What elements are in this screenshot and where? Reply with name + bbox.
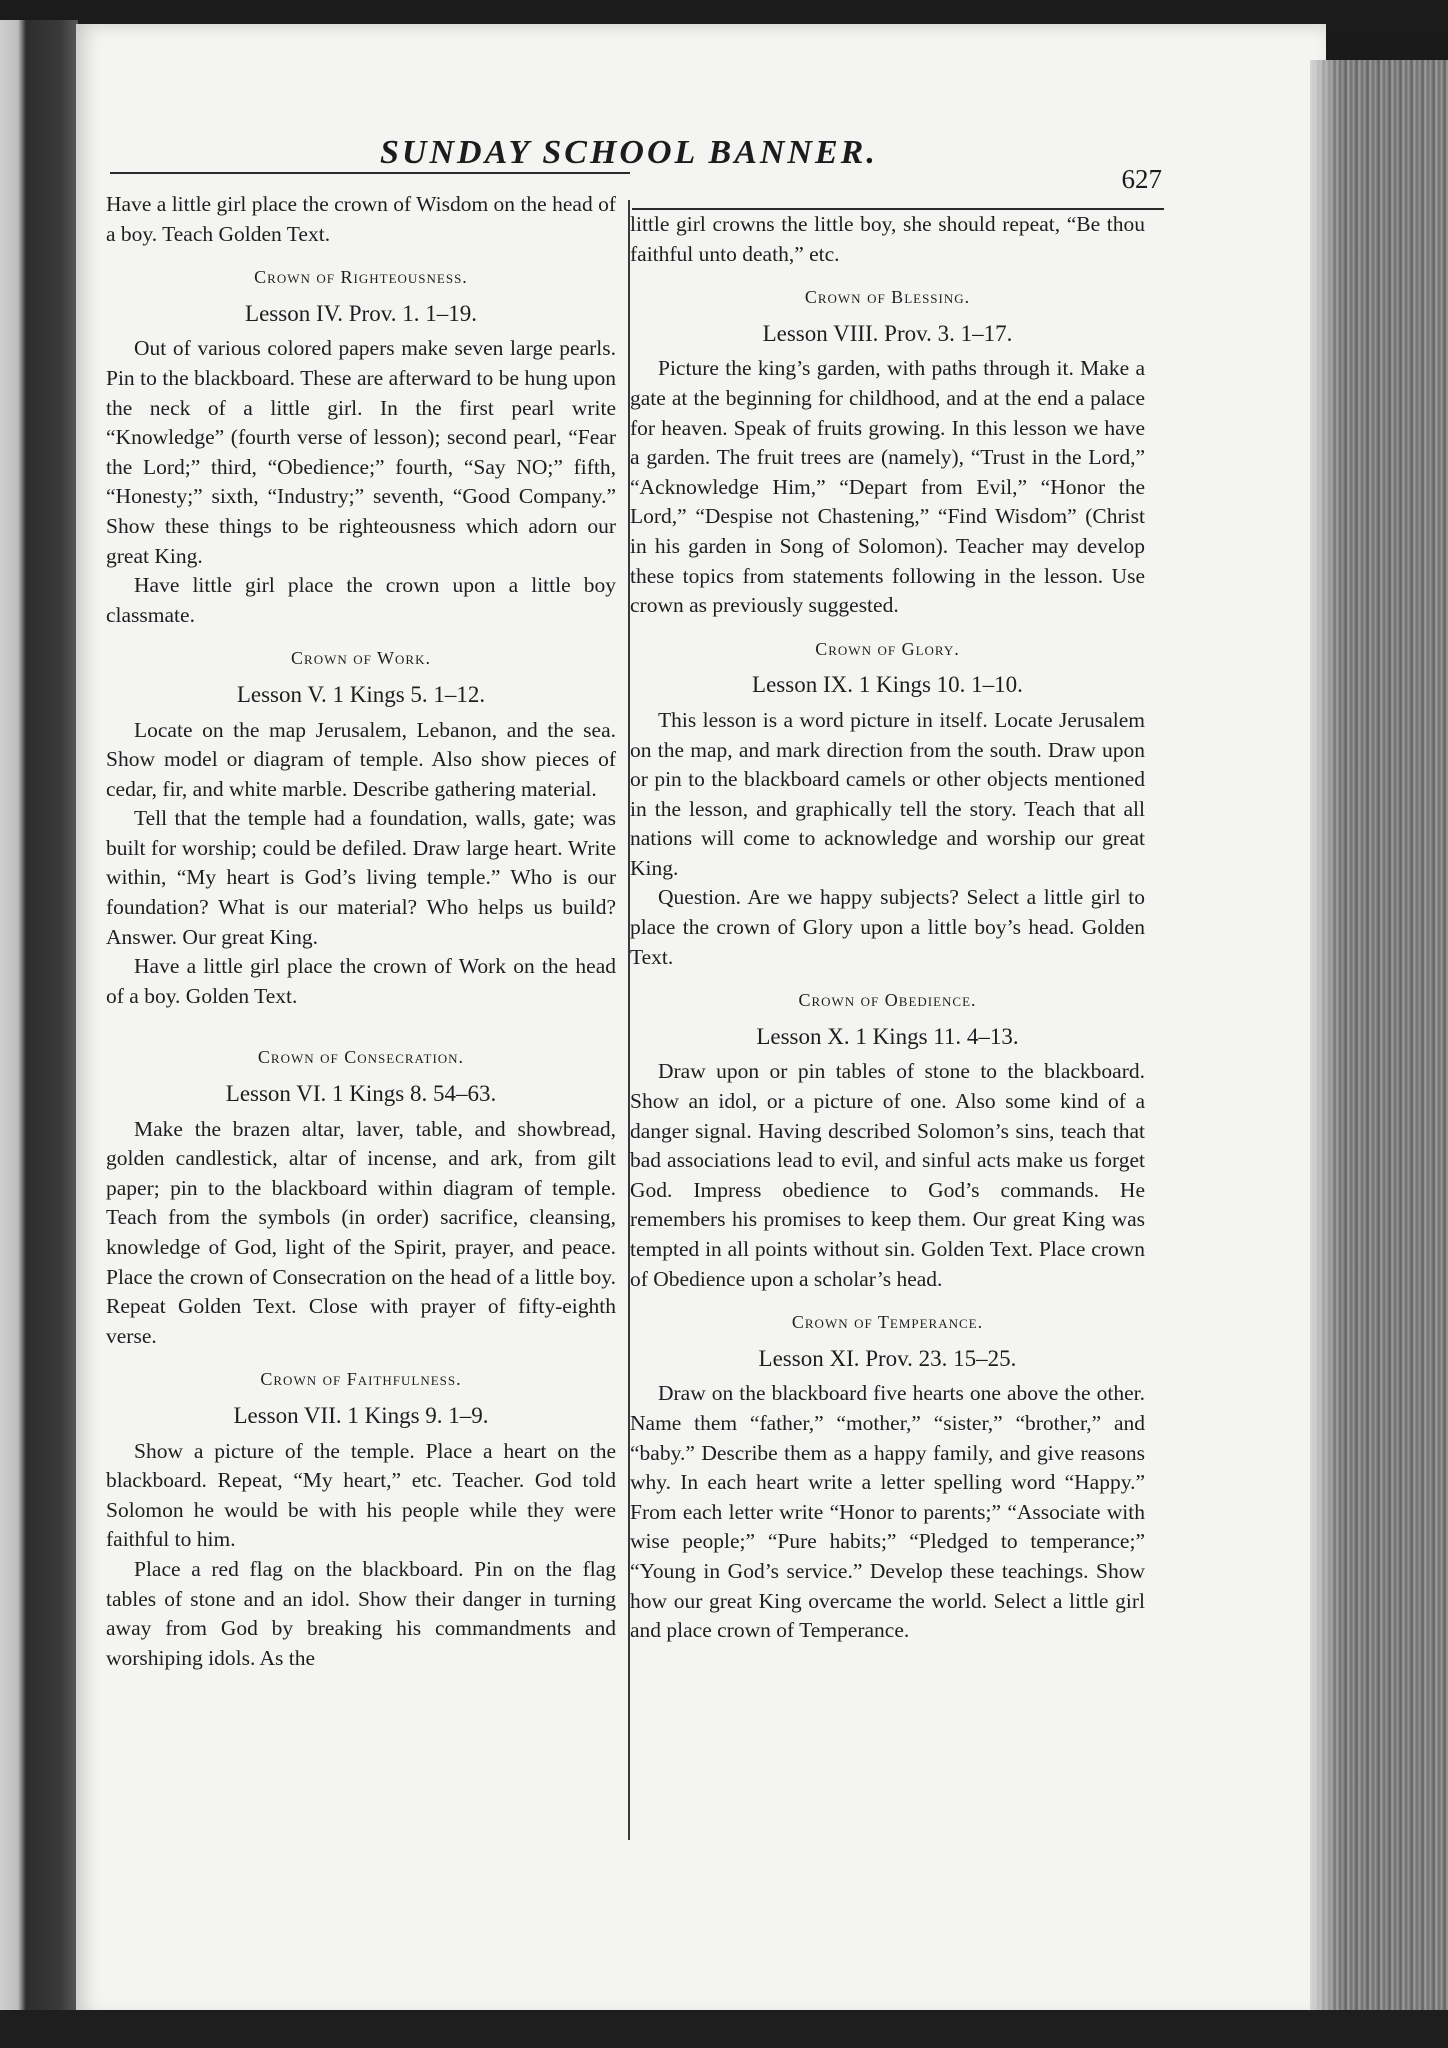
paragraph: Tell that the temple had a foundation, walls, gate; was built for worship; could be defiled. Draw large heart. Write within, “My heart is God’s living temple.” Who is our foundation? What is our material? Who helps us build? Answer. Our great King. — [106, 806, 616, 949]
lesson-reference: Lesson VIII. Prov. 3. 1–17. — [762, 320, 1013, 346]
section-heading: Crown of Obedience. — [798, 990, 977, 1011]
paragraph: Have a little girl place the crown of Wisdom on the head of a boy. Teach Golden Text. — [106, 192, 616, 246]
paragraph: Place a red flag on the blackboard. Pin on the flag tables of stone and an idol. Show their danger in turning away from God by breaking his commandments and worshiping idols. As the — [106, 1556, 616, 1670]
section-heading: Crown of Blessing. — [804, 287, 971, 308]
lesson-reference: Lesson X. 1 Kings 11. 4–13. — [756, 1023, 1019, 1049]
lesson-reference: Lesson IX. 1 Kings 10. 1–10. — [752, 672, 1023, 698]
left-column — [106, 190, 616, 1673]
section-heading: Crown of Temperance. — [791, 1312, 984, 1333]
paragraph: little girl crowns the little boy, she should repeat, “Be thou faithful unto death,” etc. — [630, 212, 1145, 266]
journal-title: SUNDAY SCHOOL BANNER. — [380, 134, 878, 171]
lesson-reference: Lesson IV. Prov. 1. 1–19. — [245, 300, 477, 326]
section-heading: Crown of Glory. — [815, 638, 960, 659]
section-heading: Crown of Faithfulness. — [260, 1369, 462, 1390]
paragraph: Out of various colored papers make seven large pearls. Pin to the blackboard. These are afterward to be hung upon the neck of a little girl. In the first pearl write “Knowledge” (fourth verse of lesson); second pearl, “Fear the Lord;” third, “Obedience;” fourth, “Say NO;” fifth, “Honesty;” sixth, “Industry;” seventh, “Good Company.” Show these things to be righteousness which adorn our great King. — [106, 336, 616, 568]
paragraph: Have little girl place the crown upon a little boy classmate. — [106, 573, 616, 627]
facing-page-edge — [0, 20, 78, 2048]
right-column — [630, 210, 1145, 1646]
page-stack-edges — [1310, 60, 1448, 2048]
lesson-reference: Lesson XI. Prov. 23. 15–25. — [758, 1345, 1017, 1371]
paragraph: Have a little girl place the crown of Work on the head of a boy. Golden Text. — [106, 954, 616, 1008]
section-heading: Crown of Work. — [291, 648, 431, 669]
paragraph: Picture the king’s garden, with paths through it. Make a gate at the beginning for childhood, and at the end a palace for heaven. Speak of fruits growing. In this lesson we have a garden. The fruit trees are (namely), “Trust in the Lord,” “Acknowledge Him,” “Depart from Evil,” “Honor the Lord,” “Despise not Chastening,” “Find Wisdom” (Christ in his garden in Song of Solomon). Teacher may develop these topics from statements following in the lesson. Use crown as previously suggested. — [630, 356, 1145, 618]
paragraph: Locate on the map Jerusalem, Lebanon, and the sea. Show model or diagram of temple. Also show pieces of cedar, fir, and white marble. Describe gathering material. — [106, 717, 616, 801]
lesson-reference: Lesson VII. 1 Kings 9. 1–9. — [233, 1402, 489, 1428]
lesson-reference: Lesson VI. 1 Kings 8. 54–63. — [225, 1081, 497, 1107]
paragraph: Show a picture of the temple. Place a heart on the blackboard. Repeat, “My heart,” etc. Teacher. God told Solomon he would be with his people while they were faithful to him. — [106, 1438, 616, 1552]
paragraph: Draw upon or pin tables of stone to the blackboard. Show an idol, or a picture of one. Also some kind of a danger signal. Having described Solomon’s sins, teach that bad associations lead to evil, and sinful acts make us forget God. Impress obedience to God’s commands. He remembers his promises to keep them. Our great King was tempted in all points without sin. Golden Text. Place crown of Obedience upon a scholar’s head. — [630, 1059, 1145, 1291]
scan-background-bottom — [0, 2010, 1448, 2048]
lesson-reference: Lesson V. 1 Kings 5. 1–12. — [236, 681, 486, 707]
paragraph: Question. Are we happy subjects? Select a little girl to place the crown of Glory upon a little boy’s head. Golden Text. — [630, 885, 1145, 969]
section-heading: Crown of Consecration. — [257, 1047, 465, 1068]
paragraph: This lesson is a word picture in itself. Locate Jerusalem on the map, and mark direction from the south. Draw upon or pin to the blackboard camels or other objects mentioned in the lesson, and graphically tell the story. Teach that all nations will come to acknowledge and worship our great King. — [630, 707, 1145, 880]
running-header — [110, 130, 1162, 194]
section-heading: Crown of Righteousness. — [254, 267, 468, 288]
spacer — [106, 1011, 616, 1029]
header-rule-left — [110, 172, 630, 174]
paragraph: Make the brazen altar, laver, table, and showbread, golden candlestick, altar of incense, and ark, from gilt paper; pin to the blackboard within diagram of temple. Teach from the symbols (in order) sacrifice, cleansing, knowledge of God, light of the Spirit, prayer, and peace. Place the crown of Consecration on the head of a little boy. Repeat Golden Text. Close with prayer of fifty-eighth verse. — [106, 1116, 616, 1348]
page-number: 627 — [1121, 164, 1162, 194]
paragraph: Draw on the blackboard five hearts one above the other. Name them “father,” “mother,” “sister,” “brother,” and “baby.” Describe them as a happy family, and give reasons why. In each heart write a letter spelling word “Happy.” From each letter write “Honor to parents;” “Associate with wise people;” “Pure habits;” “Pledged to temperance;” “Young in God’s service.” Develop these teachings. Show how our great King overcame the world. Select a little girl and place crown of Temperance. — [630, 1381, 1145, 1643]
